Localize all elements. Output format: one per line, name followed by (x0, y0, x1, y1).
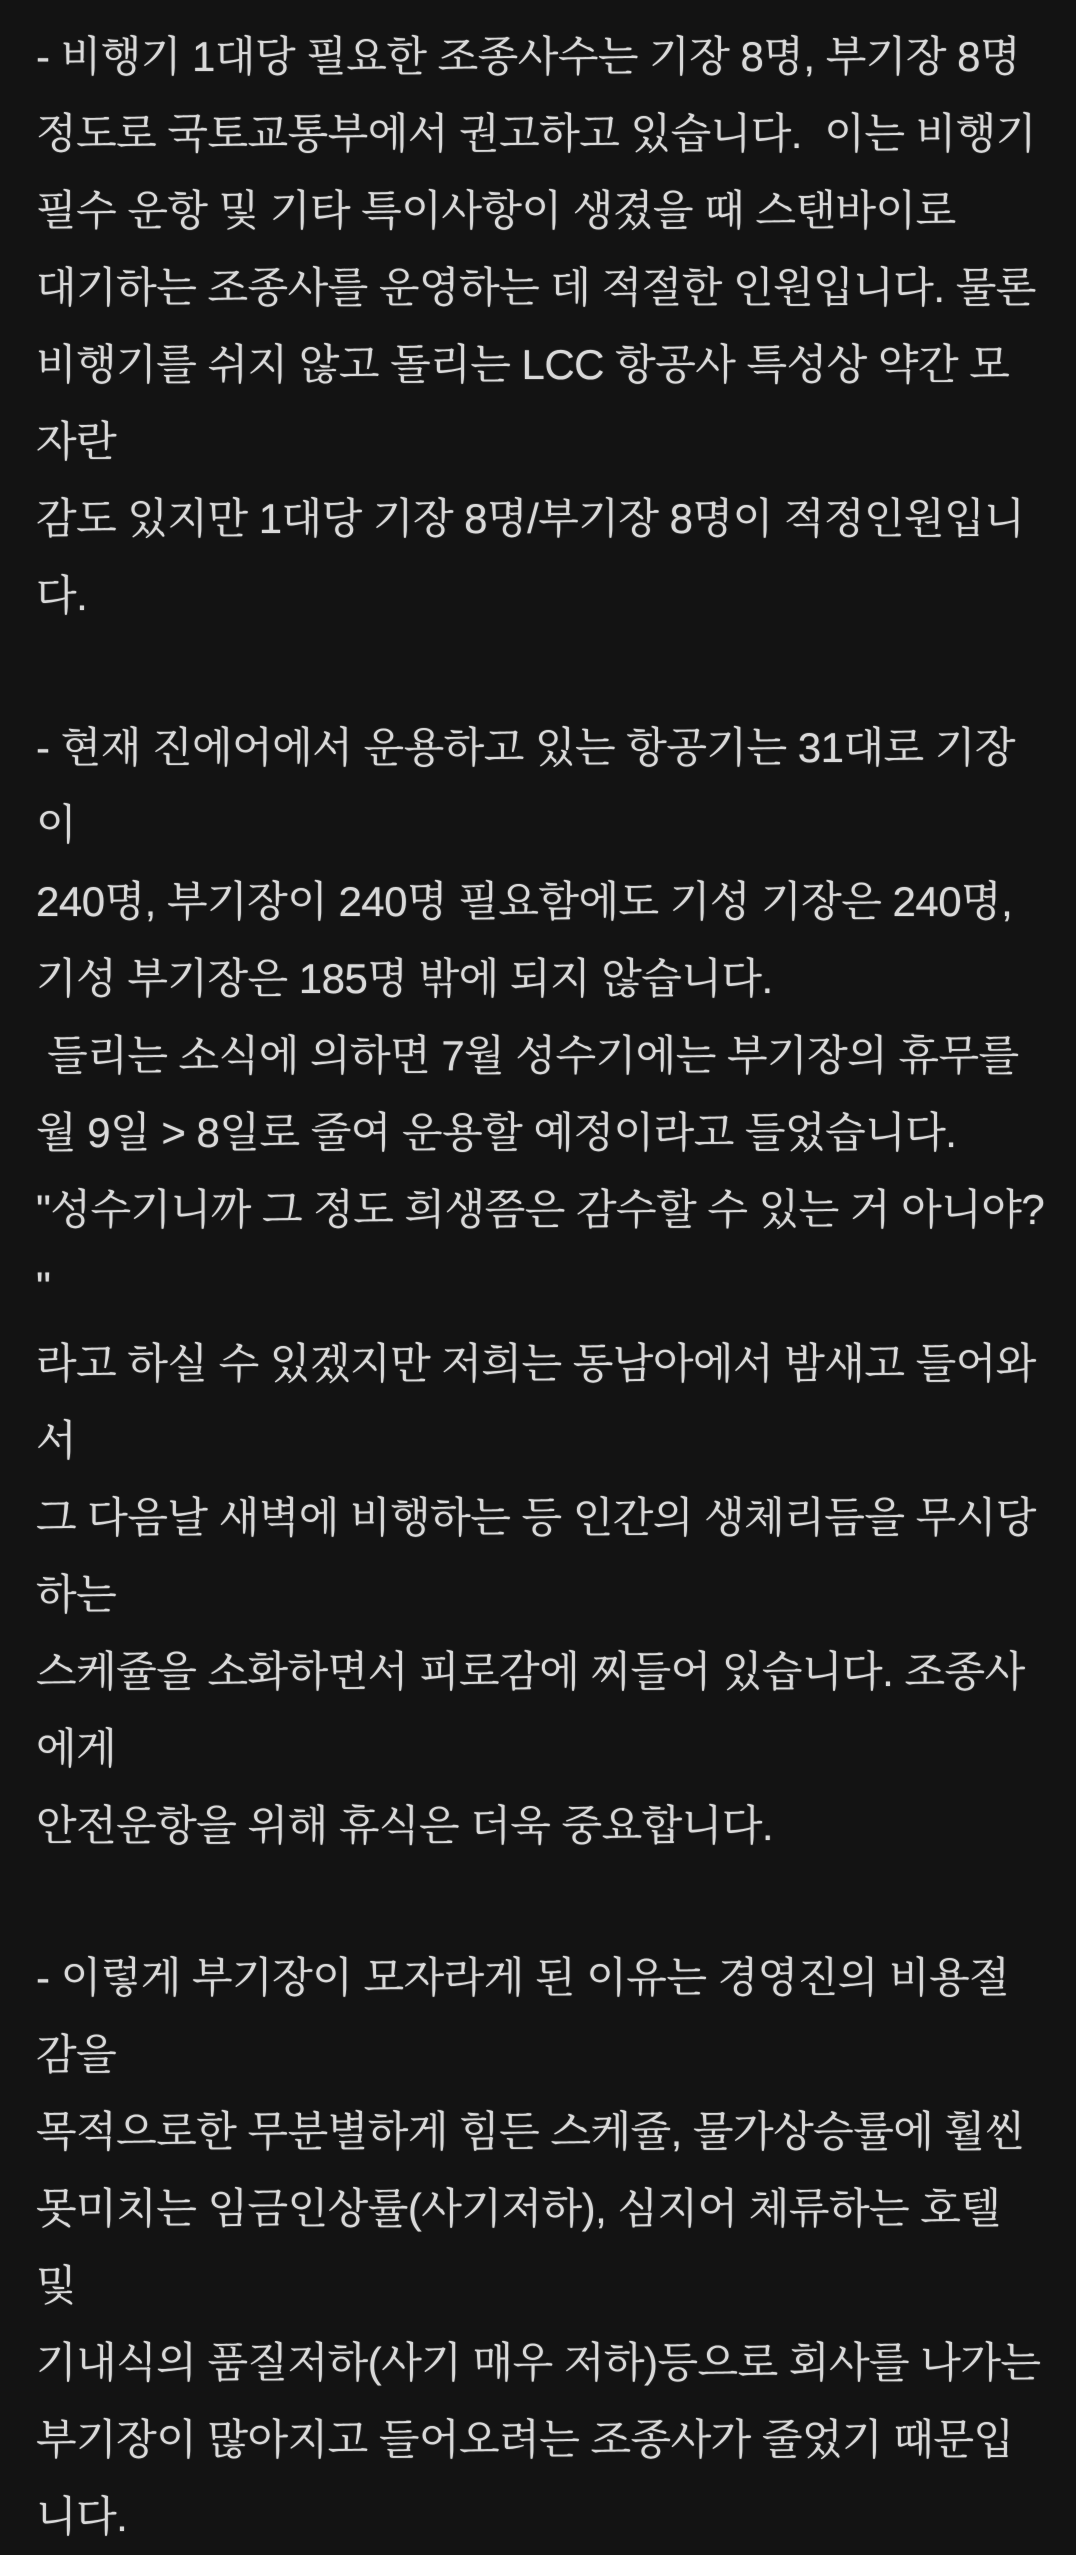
text-line: "성수기니까 그 정도 희생쯤은 감수할 수 있는 거 아니야? " (36, 1186, 1056, 1310)
text-line: 대기하는 조종사를 운영하는 데 적절한 인원입니다. 물론 (36, 264, 1036, 311)
paragraph-shortage-reasons (36, 1939, 1048, 2555)
paragraph-current-shortage (36, 709, 1056, 1864)
text-line: 들리는 소식에 의하면 7월 성수기에는 부기장의 휴무를 (36, 1032, 1019, 1079)
text-line: 정도로 국토교통부에서 권고하고 있습니다. 이는 비행기 (36, 110, 1036, 157)
paragraph-pilot-requirement (36, 18, 1048, 634)
text-line: 그 다음날 새벽에 비행하는 등 인간의 생체리듬을 무시당하는 (36, 1494, 1036, 1618)
text-line: - 이렇게 부기장이 모자라게 된 이유는 경영진의 비용절감을 (36, 1954, 1010, 2078)
text-line: 월 9일 > 8일로 줄여 운용할 예정이라고 들었습니다. (36, 1109, 957, 1156)
text-line: - 현재 진에어에서 운용하고 있는 항공기는 31대로 기장이 (36, 724, 1015, 848)
text-line: 기내식의 품질저하(사기 매우 저하)등으로 회사를 나가는 (36, 2339, 1041, 2386)
text-line: 기성 부기장은 185명 밖에 되지 않습니다. (36, 955, 773, 1002)
text-line: 필수 운항 및 기타 특이사항이 생겼을 때 스탠바이로 (36, 187, 956, 234)
text-line: 감도 있지만 1대당 기장 8명/부기장 8명이 적정인원입니다. (36, 495, 1025, 619)
text-line: - 비행기 1대당 필요한 조종사수는 기장 8명, 부기장 8명 (36, 33, 1021, 80)
text-line: 240명, 부기장이 240명 필요함에도 기성 기장은 240명, (36, 878, 1013, 925)
text-line: 안전운항을 위해 휴식은 더욱 중요합니다. (36, 1802, 774, 1849)
text-line: 못미치는 임금인상률(사기저하), 심지어 체류하는 호텔 및 (36, 2185, 1012, 2309)
text-line: 라고 하실 수 있겠지만 저희는 동남아에서 밤새고 들어와서 (36, 1340, 1036, 1464)
text-line: 목적으로한 무분별하게 힘든 스케쥴, 물가상승률에 훨씬 (36, 2108, 1025, 2155)
text-line: 스케쥴을 소화하면서 피로감에 찌들어 있습니다. 조종사에게 (36, 1648, 1025, 1772)
text-line: 비행기를 쉬지 않고 돌리는 LCC 항공사 특성상 약간 모자란 (36, 341, 1010, 465)
text-line: 부기장이 많아지고 들어오려는 조종사가 줄었기 때문입니다. (36, 2416, 1014, 2540)
